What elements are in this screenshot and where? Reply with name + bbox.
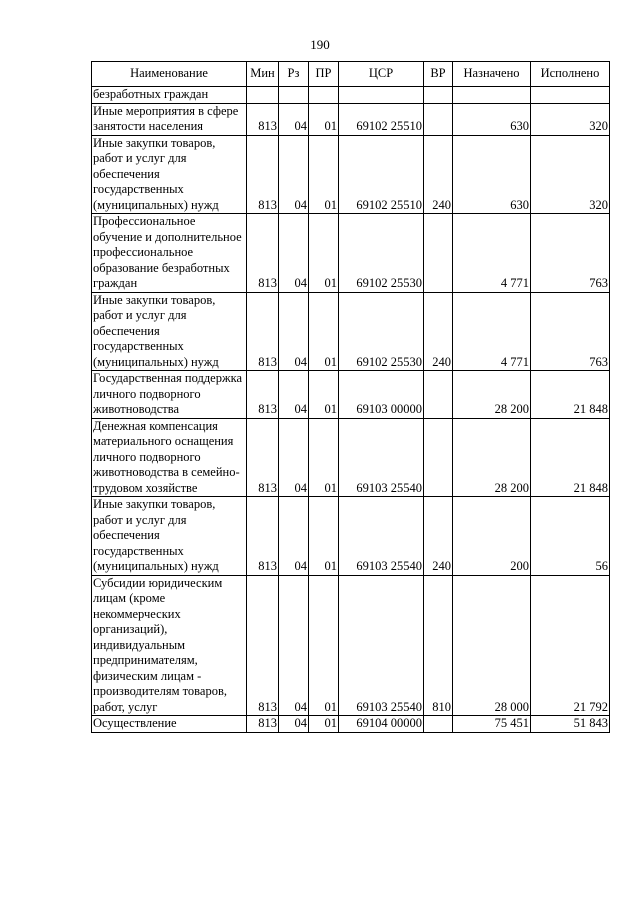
row-vr: 240 bbox=[424, 497, 453, 576]
table-row bbox=[92, 87, 610, 104]
row-pr: 01 bbox=[309, 418, 339, 497]
row-executed: 21 848 bbox=[531, 371, 610, 419]
row-vr: 240 bbox=[424, 135, 453, 214]
row-vr bbox=[424, 214, 453, 293]
row-min: 813 bbox=[247, 135, 279, 214]
column-header-assigned: Назначено bbox=[453, 62, 531, 87]
row-csr: 69103 25540 bbox=[339, 497, 424, 576]
row-assigned: 28 200 bbox=[453, 371, 531, 419]
row-pr bbox=[309, 87, 339, 104]
row-vr bbox=[424, 371, 453, 419]
row-pr: 01 bbox=[309, 103, 339, 135]
row-csr: 69102 25510 bbox=[339, 103, 424, 135]
row-pr: 01 bbox=[309, 135, 339, 214]
row-pr: 01 bbox=[309, 497, 339, 576]
column-header-executed: Исполнено bbox=[531, 62, 610, 87]
row-name: Субсидии юридическим лицам (кроме некоммерческих организаций), индивидуальным предпринимателям, физическим лицам - производителям товаров, работ, услуг bbox=[92, 575, 247, 716]
column-header-pr: ПР bbox=[309, 62, 339, 87]
table-body bbox=[92, 87, 610, 733]
table-header bbox=[92, 62, 610, 87]
row-min bbox=[247, 87, 279, 104]
row-rz: 04 bbox=[279, 418, 309, 497]
row-name: Государственная поддержка личного подворного животноводства bbox=[92, 371, 247, 419]
row-name: Иные закупки товаров, работ и услуг для обеспечения государственных (муниципальных) нужд bbox=[92, 497, 247, 576]
table-row bbox=[92, 135, 610, 214]
row-min: 813 bbox=[247, 418, 279, 497]
column-header-name: Наименование bbox=[92, 62, 247, 87]
row-executed: 21 848 bbox=[531, 418, 610, 497]
column-header-min: Мин bbox=[247, 62, 279, 87]
row-executed: 56 bbox=[531, 497, 610, 576]
row-name: Иные закупки товаров, работ и услуг для обеспечения государственных (муниципальных) нужд bbox=[92, 135, 247, 214]
row-csr: 69102 25510 bbox=[339, 135, 424, 214]
table-row bbox=[92, 292, 610, 371]
row-pr: 01 bbox=[309, 575, 339, 716]
row-csr: 69102 25530 bbox=[339, 292, 424, 371]
row-executed: 320 bbox=[531, 135, 610, 214]
row-assigned: 630 bbox=[453, 135, 531, 214]
row-min: 813 bbox=[247, 292, 279, 371]
row-pr: 01 bbox=[309, 716, 339, 733]
row-executed: 763 bbox=[531, 292, 610, 371]
row-assigned: 75 451 bbox=[453, 716, 531, 733]
row-executed bbox=[531, 87, 610, 104]
row-min: 813 bbox=[247, 497, 279, 576]
row-csr: 69103 25540 bbox=[339, 418, 424, 497]
row-min: 813 bbox=[247, 716, 279, 733]
row-executed: 763 bbox=[531, 214, 610, 293]
row-rz bbox=[279, 87, 309, 104]
row-pr: 01 bbox=[309, 371, 339, 419]
row-name: Профессиональное обучение и дополнительное профессиональное образование безработных граждан bbox=[92, 214, 247, 293]
row-min: 813 bbox=[247, 214, 279, 293]
row-assigned: 4 771 bbox=[453, 292, 531, 371]
row-assigned: 200 bbox=[453, 497, 531, 576]
row-min: 813 bbox=[247, 575, 279, 716]
row-vr bbox=[424, 716, 453, 733]
row-rz: 04 bbox=[279, 214, 309, 293]
row-name: Осуществление bbox=[92, 716, 247, 733]
row-assigned: 630 bbox=[453, 103, 531, 135]
row-rz: 04 bbox=[279, 575, 309, 716]
row-name: Денежная компенсация материального оснащения личного подворного животноводства в семейно-трудовом хозяйстве bbox=[92, 418, 247, 497]
budget-table bbox=[91, 61, 610, 733]
row-rz: 04 bbox=[279, 497, 309, 576]
row-pr: 01 bbox=[309, 292, 339, 371]
row-csr bbox=[339, 87, 424, 104]
table-row bbox=[92, 103, 610, 135]
row-executed: 21 792 bbox=[531, 575, 610, 716]
row-rz: 04 bbox=[279, 371, 309, 419]
row-assigned: 28 000 bbox=[453, 575, 531, 716]
row-name: Иные мероприятия в сфере занятости населения bbox=[92, 103, 247, 135]
row-pr: 01 bbox=[309, 214, 339, 293]
row-name: безработных граждан bbox=[92, 87, 247, 104]
table-row bbox=[92, 716, 610, 733]
table-row bbox=[92, 497, 610, 576]
row-executed: 320 bbox=[531, 103, 610, 135]
table-row bbox=[92, 214, 610, 293]
row-csr: 69103 25540 bbox=[339, 575, 424, 716]
row-csr: 69104 00000 bbox=[339, 716, 424, 733]
row-rz: 04 bbox=[279, 292, 309, 371]
row-assigned: 28 200 bbox=[453, 418, 531, 497]
row-name: Иные закупки товаров, работ и услуг для обеспечения государственных (муниципальных) нужд bbox=[92, 292, 247, 371]
row-vr bbox=[424, 418, 453, 497]
row-rz: 04 bbox=[279, 103, 309, 135]
row-assigned: 4 771 bbox=[453, 214, 531, 293]
column-header-vr: ВР bbox=[424, 62, 453, 87]
row-vr: 240 bbox=[424, 292, 453, 371]
row-vr bbox=[424, 103, 453, 135]
column-header-rz: Рз bbox=[279, 62, 309, 87]
row-assigned bbox=[453, 87, 531, 104]
row-vr bbox=[424, 87, 453, 104]
row-csr: 69103 00000 bbox=[339, 371, 424, 419]
row-rz: 04 bbox=[279, 135, 309, 214]
row-min: 813 bbox=[247, 371, 279, 419]
row-min: 813 bbox=[247, 103, 279, 135]
table-row bbox=[92, 418, 610, 497]
table-row bbox=[92, 575, 610, 716]
table-row bbox=[92, 371, 610, 419]
page-number: 190 bbox=[310, 37, 330, 52]
row-rz: 04 bbox=[279, 716, 309, 733]
column-header-csr: ЦСР bbox=[339, 62, 424, 87]
row-executed: 51 843 bbox=[531, 716, 610, 733]
row-csr: 69102 25530 bbox=[339, 214, 424, 293]
row-vr: 810 bbox=[424, 575, 453, 716]
